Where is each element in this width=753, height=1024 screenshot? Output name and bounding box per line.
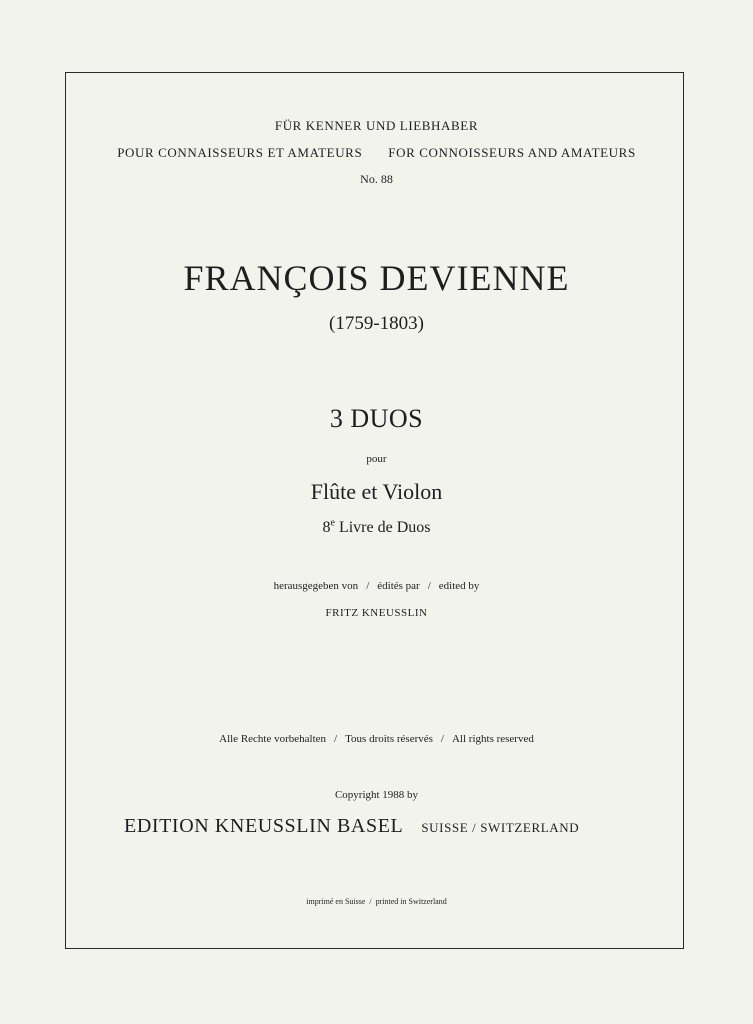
rights-line <box>0 733 753 745</box>
edited-by-line <box>0 580 753 592</box>
series-title-german: FÜR KENNER UND LIEBHABER <box>274 118 479 133</box>
printed-english: printed in Switzerland <box>375 897 447 906</box>
separator: / <box>440 733 444 745</box>
publisher-country: SUISSE / SWITZERLAND <box>421 820 580 835</box>
work-instruments: Flûte et Violon <box>310 479 443 504</box>
copyright: Copyright 1988 by <box>334 789 419 801</box>
series-title-french: POUR CONNAISSEURS ET AMATEURS <box>117 145 363 160</box>
separator: / <box>334 733 338 745</box>
editor-name: FRITZ KNEUSSLIN <box>325 607 428 619</box>
printed-french: imprimé en Suisse <box>306 897 366 906</box>
printed-in-line <box>0 897 753 906</box>
edited-by-german: herausgegeben von <box>273 580 359 592</box>
work-title: 3 DUOS <box>329 404 424 433</box>
composer-dates: (1759-1803) <box>329 313 424 334</box>
separator: / <box>369 897 372 906</box>
livre-text: Livre de Duos <box>334 519 431 536</box>
livre-number: 8 <box>322 519 331 536</box>
series-title-english: FOR CONNOISSEURS AND AMATEURS <box>388 145 636 160</box>
rights-french: Tous droits réservés <box>345 733 433 745</box>
separator: / <box>366 580 370 592</box>
work-pour: pour <box>366 453 387 465</box>
rights-german: Alle Rechte vorbehalten <box>219 733 327 745</box>
composer-name: FRANÇOIS DEVIENNE <box>183 258 570 298</box>
publisher-name: EDITION KNEUSSLIN BASEL <box>124 815 404 837</box>
series-number: No. 88 <box>360 172 393 186</box>
edited-by-english: edited by <box>438 580 480 592</box>
series-title-french-english <box>0 145 753 161</box>
publisher-row <box>124 815 579 838</box>
rights-english: All rights reserved <box>451 733 534 745</box>
livre-superscript: e <box>330 517 335 529</box>
work-livre <box>0 519 753 537</box>
separator: / <box>427 580 431 592</box>
edited-by-french: édités par <box>377 580 420 592</box>
